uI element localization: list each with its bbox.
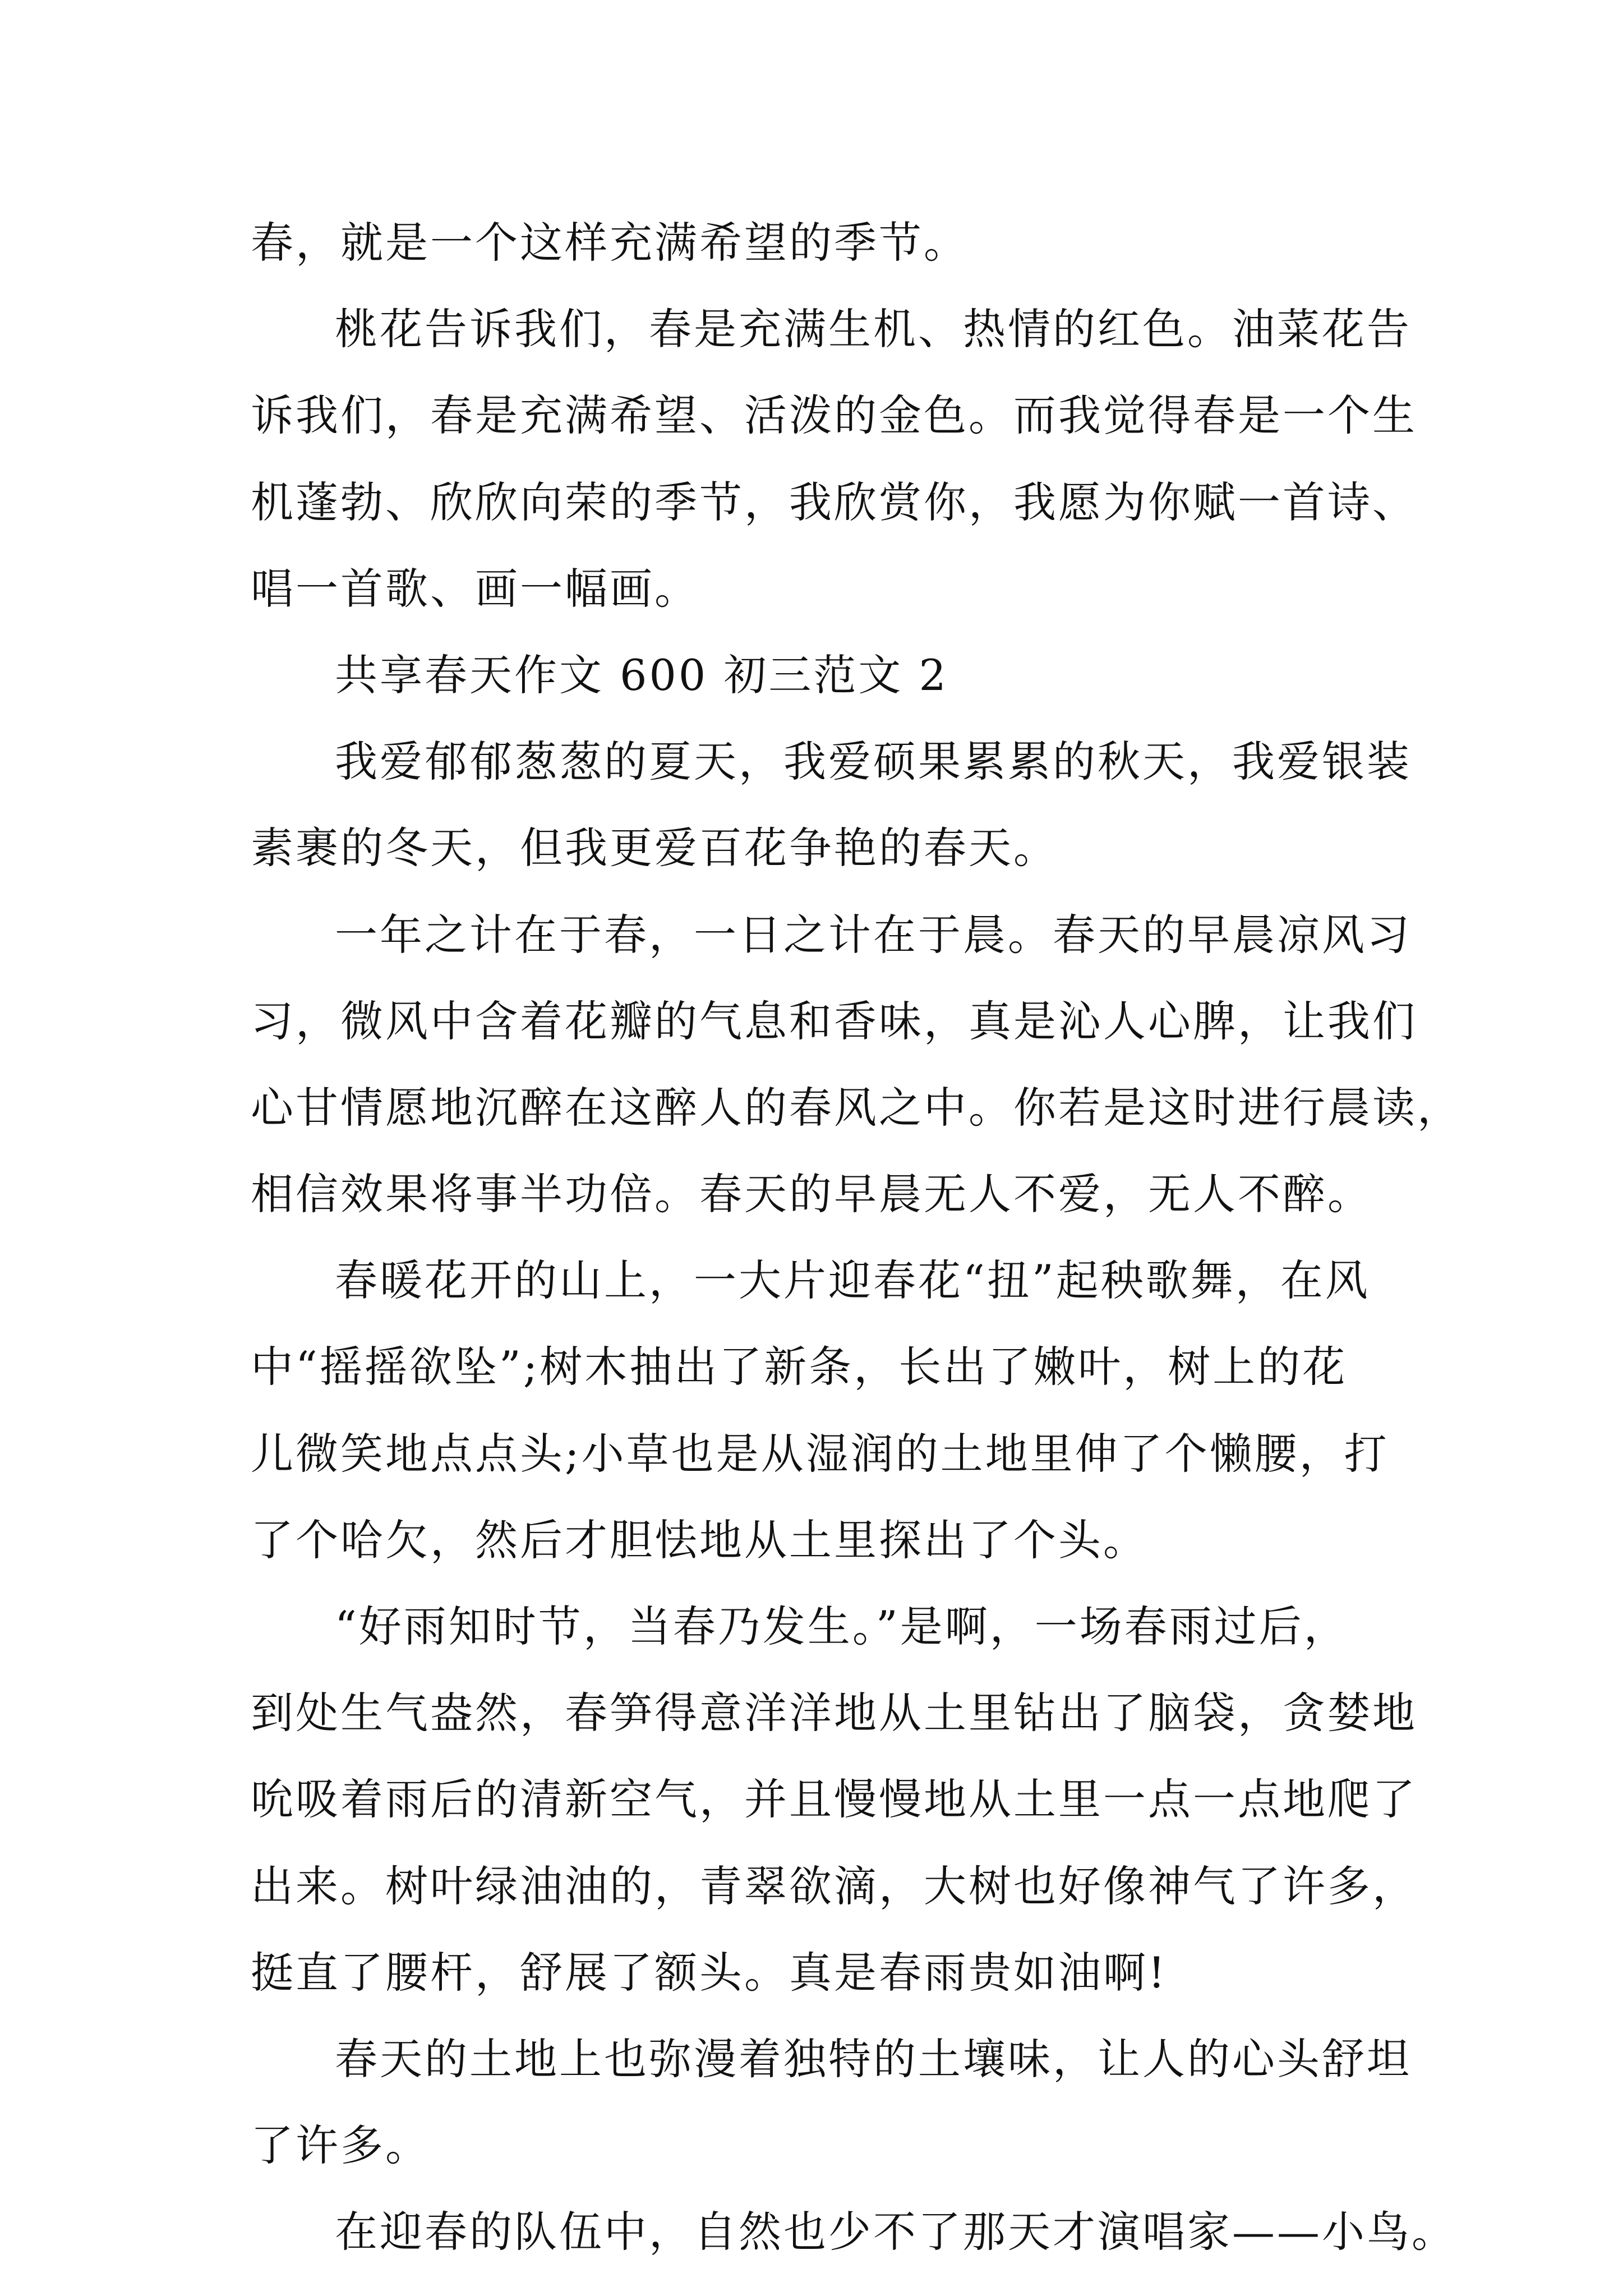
text-line: 儿微笑地点点头;小草也是从湿润的土地里伸了个懒腰，打 [251, 1428, 1389, 1479]
text-line: 了个哈欠，然后才胆怯地从土里探出了个头。 [251, 1515, 1148, 1565]
text-line: 机蓬勃、欣欣向荣的季节，我欣赏你，我愿为你赋一首诗、 [251, 477, 1417, 527]
text-line: 相信效果将事半功倍。春天的早晨无人不爱，无人不醉。 [251, 1169, 1372, 1220]
document-body [251, 200, 1462, 2276]
text-line: 春，就是一个这样充满希望的季节。 [251, 218, 969, 268]
text-line: 在迎春的队伍中，自然也少不了那天才演唱家——小鸟。 [335, 2207, 1456, 2257]
text-line: 挺直了腰杆，舒展了额头。真是春雨贵如油啊! [251, 1947, 1168, 1998]
text-line: 素裹的冬天，但我更爱百花争艳的春天。 [251, 823, 1058, 873]
text-line: 了许多。 [251, 2120, 430, 2171]
text-line: 一年之计在于春，一日之计在于晨。春天的早晨凉风习 [335, 909, 1412, 960]
text-line: 习，微风中含着花瓣的气息和香味，真是沁人心脾，让我们 [251, 996, 1417, 1046]
text-line: 到处生气盎然，春笋得意洋洋地从土里钻出了脑袋，贪婪地 [251, 1688, 1417, 1738]
text-line: 诉我们，春是充满希望、活泼的金色。而我觉得春是一个生 [251, 390, 1417, 441]
text-line: “好雨知时节，当春乃发生。”是啊，一场春雨过后， [335, 1602, 1349, 1651]
text-line: 唱一首歌、画一幅画。 [251, 563, 699, 614]
text-line: 我爱郁郁葱葱的夏天，我爱硕果累累的秋天，我爱银装 [335, 737, 1412, 787]
text-line: 春天的土地上也弥漫着独特的土壤味，让人的心头舒坦 [335, 2033, 1412, 2084]
text-line: 桃花告诉我们，春是充满生机、热情的红色。油菜花告 [335, 304, 1412, 355]
text-line: 出来。树叶绿油油的，青翠欲滴，大树也好像神气了许多， [251, 1861, 1417, 1911]
text-line: 中“摇摇欲坠”;树木抽出了新条，长出了嫩叶，树上的花 [251, 1342, 1348, 1392]
text-line: 春暖花开的山上，一大片迎春花“扭”起秧歌舞，在风 [335, 1255, 1370, 1306]
text-line: 心甘情愿地沉醉在这醉人的春风之中。你若是这时进行晨读， [251, 1082, 1462, 1133]
section-heading: 共享春天作文 600 初三范文 2 [335, 650, 948, 700]
text-line: 吮吸着雨后的清新空气，并且慢慢地从土里一点一点地爬了 [251, 1774, 1417, 1825]
